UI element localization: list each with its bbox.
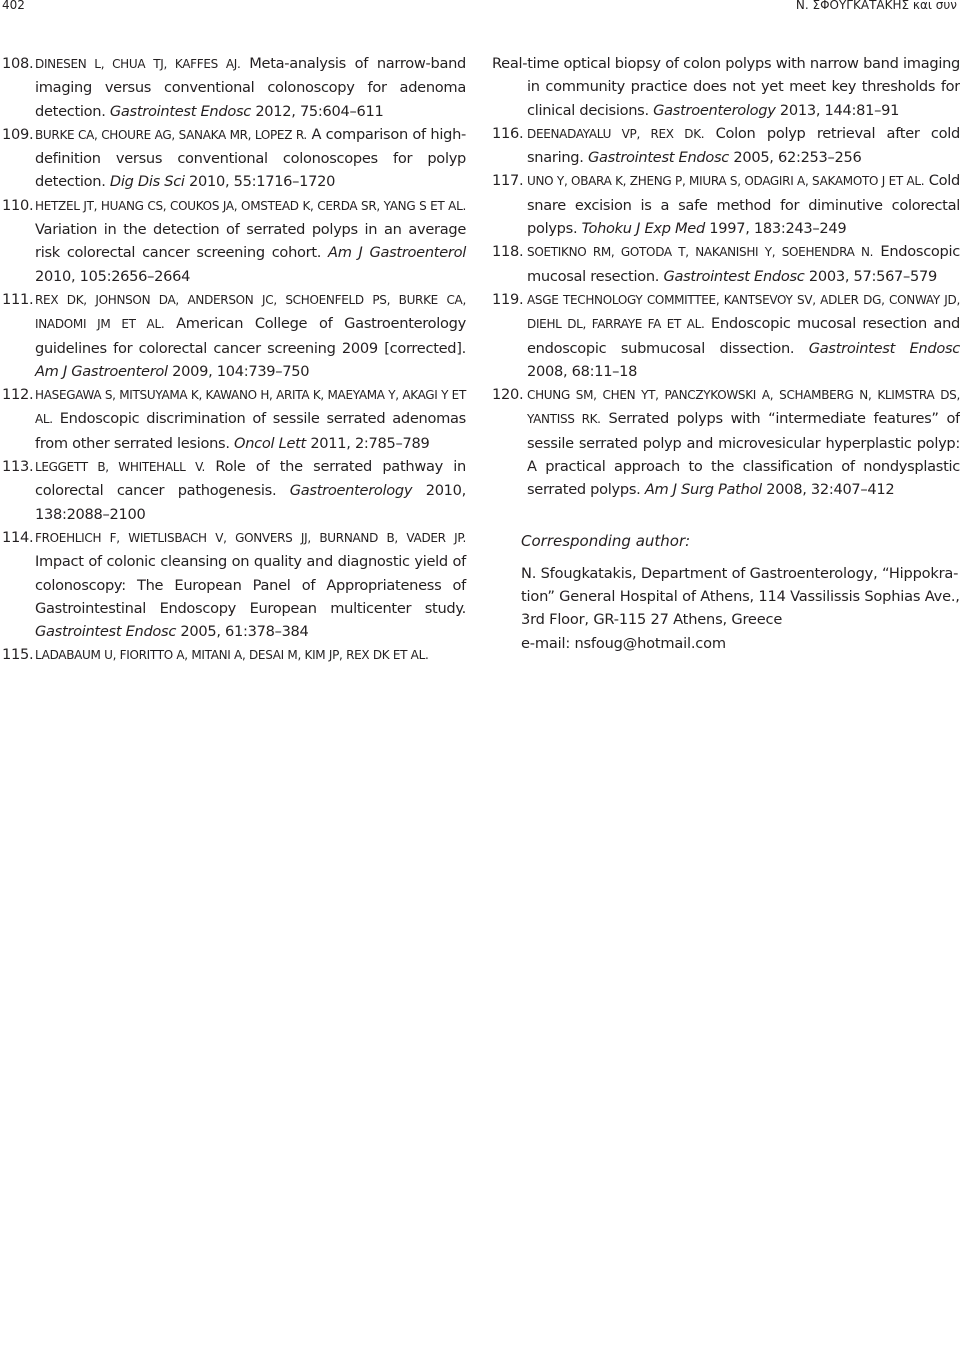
reference-item: [492, 169, 960, 240]
reference-item: [492, 122, 960, 170]
reference-number: 119.: [492, 290, 524, 308]
reference-item: [2, 194, 466, 288]
left-column: [2, 52, 466, 668]
reference-journal: Gastrointest Endosc: [587, 149, 730, 167]
reference-number: 118.: [492, 243, 524, 261]
page-number: 402: [2, 0, 25, 12]
reference-number: 120.: [492, 386, 524, 404]
reference-number: 114.: [2, 528, 34, 546]
reference-number: 112.: [2, 386, 34, 404]
reference-continuation: [492, 52, 960, 122]
reference-authors: HASEGAWA S, MITSUYAMA K, KAWANO H, ARITA K, MAEYAMA Y, AKAGI Y ET AL.: [35, 388, 466, 427]
reference-authors: REX DK, JOHNSON DA, ANDERSON JC, SCHOENFELD PS, BURKE CA, INADOMI JM ET AL.: [35, 292, 466, 332]
reference-text: Meta-analysis of narrow-band imaging versus conventional colonoscopy for adenoma detection.: [35, 55, 466, 120]
address-line: tion” General Hospital of Athens, 114 Vassilissis Sophias Ave.,: [521, 587, 960, 605]
reference-journal: Dig Dis Sci: [109, 173, 185, 191]
reference-citation: 2008, 32:407–412: [761, 481, 895, 499]
reference-authors: LADABAUM U, FIORITTO A, MITANI A, DESAI M, KIM JP, REX DK ET AL.: [35, 648, 429, 663]
email-address: e-mail: nsfoug@hotmail.com: [521, 634, 726, 652]
page-header: [0, 0, 960, 12]
reference-text: Endoscopic discrimination of sessile serrated adenomas from other serrated lesions.: [35, 410, 466, 452]
reference-item: [2, 455, 466, 526]
reference-citation: 2010, 55:1716–1720: [184, 173, 336, 191]
reference-citation: 2010, 105:2656–2664: [35, 267, 191, 285]
corresponding-author-address: [492, 562, 960, 655]
reference-citation: 2012, 75:604–611: [250, 102, 384, 120]
reference-item: [2, 526, 466, 643]
reference-text: Serrated polyps with “intermediate features” of sessile serrated polyp and microvesicular hyperplastic polyp: A practical approach to the classification of nondysplastic serrated polyps.: [527, 410, 960, 499]
reference-journal: Am J Surg Pathol: [644, 481, 762, 499]
reference-number: 117.: [492, 172, 524, 190]
reference-journal: Gastrointest Endosc: [663, 267, 805, 285]
reference-journal: Gastrointest Endosc: [35, 623, 177, 641]
reference-journal: Am J Gastroenterol: [328, 244, 466, 262]
reference-authors: FROEHLICH F, WIETLISBACH V, GONVERS JJ, BURNAND B, VADER JP.: [35, 530, 466, 545]
reference-item: [2, 643, 466, 667]
reference-journal: Gastrointest Endosc: [808, 339, 960, 357]
reference-journal: Am J Gastroenterol: [35, 362, 168, 380]
reference-journal: Gastrointest Endosc: [109, 102, 251, 120]
reference-item: [492, 288, 960, 383]
reference-authors: UNO Y, OBARA K, ZHENG P, MIURA S, ODAGIRI A, SAKAMOTO J ET AL.: [527, 174, 925, 189]
reference-number: 110.: [2, 196, 34, 214]
reference-number: 109.: [2, 125, 34, 143]
reference-text: Variation in the detection of serrated polyps in an average risk colorectal cancer screening cohort.: [35, 221, 466, 262]
reference-journal: Gastroenterology: [289, 482, 413, 500]
reference-citation: 2013, 144:81–91: [775, 101, 900, 119]
reference-item: [2, 52, 466, 123]
reference-citation: 2008, 68:11–18: [527, 362, 638, 380]
reference-journal: Tohoku J Exp Med: [581, 220, 705, 238]
reference-citation: 2003, 57:567–579: [804, 267, 937, 285]
reference-item: [492, 383, 960, 501]
reference-authors: LEGGETT B, WHITEHALL V.: [35, 460, 205, 475]
reference-text: Impact of colonic cleansing on quality and diagnostic yield of colonoscopy: The European Panel of Appropriateness of Gastrointestinal Endoscopy European multicenter study.: [35, 553, 466, 617]
reference-authors: BURKE CA, CHOURE AG, SANAKA MR, LOPEZ R.: [35, 127, 307, 142]
reference-text: A comparison of high-definition versus conventional colonoscopes for polyp detection.: [35, 125, 466, 191]
reference-number: 108.: [2, 55, 34, 72]
reference-text: Colon polyp retrieval after cold snaring.: [527, 124, 960, 167]
reference-citation: 2005, 62:253–256: [729, 149, 862, 167]
reference-citation: 2009, 104:739–750: [167, 362, 310, 380]
reference-number: 111.: [2, 290, 34, 308]
reference-authors: DEENADAYALU VP, REX DK.: [527, 126, 705, 141]
reference-number: 113.: [2, 458, 34, 476]
right-column: [492, 52, 960, 655]
reference-text: Cold snare excision is a safe method for diminutive colorectal polyps.: [527, 172, 960, 238]
reference-citation: 2011, 2:785–789: [305, 434, 430, 452]
reference-citation: 2005, 61:378–384: [176, 623, 309, 641]
reference-authors: DINESEN L, CHUA TJ, KAFFES AJ.: [35, 57, 241, 71]
reference-number: 116.: [492, 124, 524, 142]
reference-item: [2, 288, 466, 383]
corresponding-author-label: Corresponding author:: [521, 531, 691, 550]
reference-item: [492, 240, 960, 288]
reference-journal: Gastroenterology: [653, 101, 776, 119]
reference-authors: CHUNG SM, CHEN YT, PANCZYKOWSKI A, SCHAMBERG N, KLIMSTRA DS, YANTISS RK.: [527, 388, 960, 427]
reference-text: Role of the serrated pathway in colorectal cancer pathogenesis.: [35, 458, 466, 500]
reference-list: [492, 122, 960, 502]
reference-authors: HETZEL JT, HUANG CS, COUKOS JA, OMSTEAD K, CERDA SR, YANG S ET AL.: [35, 198, 466, 213]
reference-number: 115.: [2, 646, 34, 664]
reference-citation: 1997, 183:243–249: [704, 220, 847, 238]
address-line: N. Sfougkatakis, Department of Gastroenterology, “Hippokra-: [521, 564, 959, 582]
reference-journal: Oncol Lett: [234, 434, 306, 452]
reference-citation: 2010, 138:2088–2100: [35, 482, 466, 523]
reference-text: American College of Gastroenterology guidelines for colorectal cancer screening 2009 [corrected].: [35, 315, 466, 357]
reference-item: [2, 123, 466, 194]
reference-text: Endoscopic mucosal resection and endoscopic submucosal dissection.: [527, 315, 960, 357]
reference-text: Real-time optical biopsy of colon polyps with narrow band imaging in community practice does not yet meet key thresholds for clinical decisions.: [492, 55, 960, 119]
reference-authors: ASGE TECHNOLOGY COMMITTEE, KANTSEVOY SV, ADLER DG, CONWAY JD, DIEHL DL, FARRAYE FA ET AL.: [527, 292, 960, 332]
reference-item: [2, 383, 466, 455]
reference-text: Endoscopic mucosal resection.: [527, 243, 960, 285]
reference-authors: SOETIKNO RM, GOTODA T, NAKANISHI Y, SOEHENDRA N.: [527, 245, 874, 260]
address-line: 3rd Floor, GR-115 27 Athens, Greece: [521, 611, 783, 629]
running-head: Ν. ΣΦΟΥΓΚΑΤΑΚΗΣ και συν: [795, 0, 957, 12]
